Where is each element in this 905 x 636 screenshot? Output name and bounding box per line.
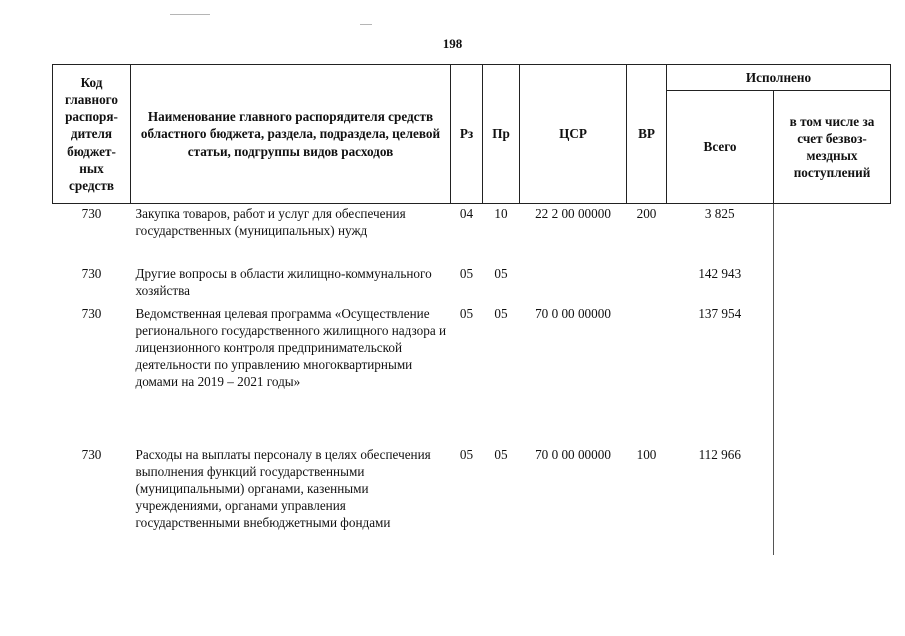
cell-non-repayable — [774, 445, 891, 555]
scan-artifact — [170, 14, 210, 15]
cell-vr: 200 — [636, 206, 657, 221]
cell-total: 137 954 — [698, 305, 742, 321]
cell-total: 112 966 — [698, 446, 741, 462]
budget-table — [52, 64, 891, 555]
table-body — [53, 204, 891, 555]
cell-code: 730 — [81, 206, 102, 221]
scan-artifact — [360, 24, 372, 25]
cell-rz: 05 — [459, 305, 474, 321]
header-code: Код главного распоря-дителя бюджет-ных средств — [53, 65, 131, 204]
cell-non-repayable — [774, 264, 891, 304]
header-non-repayable: в том числе за счет безвоз-мездных поступлений — [774, 91, 891, 204]
header-pr: Пр — [483, 65, 520, 204]
cell-code: 730 — [81, 265, 102, 281]
header-total: Всего — [667, 91, 774, 204]
cell-rz: 05 — [459, 446, 474, 462]
cell-vr — [627, 264, 667, 304]
cell-vr — [627, 304, 667, 445]
cell-total: 142 943 — [698, 265, 742, 281]
page-number: 198 — [442, 36, 463, 51]
cell-code: 730 — [81, 446, 102, 462]
header-executed: Исполнено — [667, 65, 891, 91]
header-name: Наименование главного распорядителя средств областного бюджета, раздела, подраздела, целевой статьи, подгруппы видов расходов — [131, 65, 451, 204]
table-row — [53, 264, 891, 304]
cell-vr: 100 — [636, 446, 657, 462]
cell-csr: 70 0 00 00000 — [535, 305, 611, 321]
cell-rz: 04 — [459, 206, 474, 221]
cell-csr: 22 2 00 00000 — [535, 206, 611, 221]
cell-non-repayable — [774, 304, 891, 445]
cell-non-repayable — [774, 204, 891, 264]
header-rz: Рз — [451, 65, 483, 204]
table-header — [53, 65, 891, 204]
cell-code: 730 — [81, 305, 102, 321]
cell-pr: 10 — [494, 206, 508, 221]
cell-pr: 05 — [494, 305, 508, 321]
cell-rz: 05 — [459, 265, 474, 281]
table-row — [53, 204, 891, 264]
cell-name: Другие вопросы в области жилищно-коммунального хозяйства — [135, 265, 432, 298]
header-csr: ЦСР — [520, 65, 627, 204]
cell-csr — [520, 264, 627, 304]
cell-total: 3 825 — [704, 206, 735, 221]
table-row — [53, 445, 891, 555]
cell-name: Закупка товаров, работ и услуг для обеспечения государственных (муниципальных) нужд — [135, 206, 406, 239]
cell-pr: 05 — [494, 446, 508, 462]
cell-pr: 05 — [494, 265, 508, 281]
table-row — [53, 304, 891, 445]
cell-name: Ведомственная целевая программа «Осуществление регионального государственного жилищного надзора и лицензионного контроля предпринимательской деятельности по управлению многоквартирными домами на 2019 – 2021 годы» — [135, 305, 447, 390]
header-vr: ВР — [627, 65, 667, 204]
cell-csr: 70 0 00 00000 — [535, 446, 611, 462]
cell-name: Расходы на выплаты персоналу в целях обеспечения выполнения функций государственными (муниципальными) органами, казенными учреждениями, органами управления государственными внебюджетными фондами — [135, 446, 431, 531]
